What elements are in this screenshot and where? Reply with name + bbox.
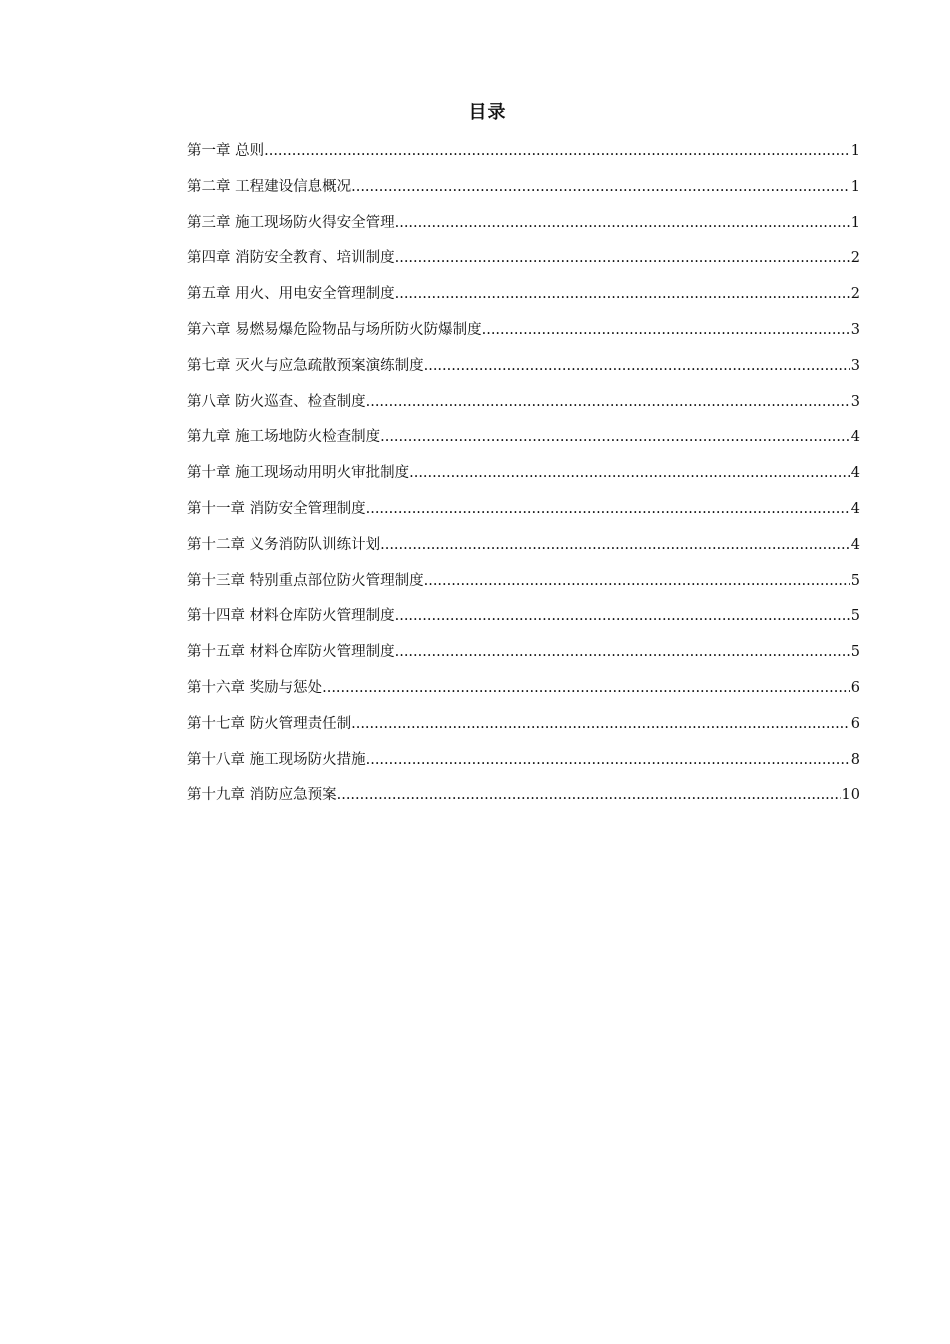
toc-entry-label: 第三章 施工现场防火得安全管理 <box>187 214 395 231</box>
toc-entry-6[interactable] <box>187 318 860 354</box>
toc-entry-label: 第十一章 消防安全管理制度 <box>187 500 366 517</box>
toc-entry-label: 第十四章 材料仓库防火管理制度 <box>187 608 395 625</box>
toc-entry-page: 3 <box>850 321 860 338</box>
toc-entry-label: 第四章 消防安全教育、培训制度 <box>187 250 395 267</box>
toc-entry-page: 3 <box>850 357 860 374</box>
toc-entry-label: 第十八章 施工现场防火措施 <box>187 751 366 768</box>
toc-entry-page: 5 <box>850 644 860 661</box>
dot-leader <box>424 354 850 378</box>
dot-leader <box>351 175 850 199</box>
toc-entry-5[interactable] <box>187 282 860 318</box>
toc-entry-label: 第九章 施工场地防火检查制度 <box>187 429 381 446</box>
toc-entry-7[interactable] <box>187 354 860 390</box>
toc-entry-label: 第十六章 奖励与惩处 <box>187 679 323 696</box>
dot-leader <box>322 676 850 700</box>
toc-entry-16[interactable] <box>187 676 860 712</box>
toc-entry-12[interactable] <box>187 533 860 569</box>
toc-entry-label: 第六章 易燃易爆危险物品与场所防火防爆制度 <box>187 321 482 338</box>
toc-entry-page: 2 <box>850 286 860 303</box>
dot-leader <box>337 783 841 807</box>
toc-entry-label: 第十三章 特别重点部位防火管理制度 <box>187 572 424 589</box>
toc-entry-4[interactable] <box>187 246 860 282</box>
toc-entry-page: 10 <box>841 787 860 804</box>
toc-entry-2[interactable] <box>187 175 860 211</box>
dot-leader <box>395 246 850 270</box>
toc-entry-17[interactable] <box>187 712 860 748</box>
toc-entry-label: 第十七章 防火管理责任制 <box>187 715 352 732</box>
dot-leader <box>366 390 850 414</box>
toc-entry-14[interactable] <box>187 604 860 640</box>
toc-entry-label: 第十二章 义务消防队训练计划 <box>187 536 381 553</box>
toc-entry-label: 第二章 工程建设信息概况 <box>187 178 352 195</box>
toc-entry-18[interactable] <box>187 748 860 784</box>
toc-entry-page: 6 <box>850 679 860 696</box>
toc-entry-page: 4 <box>850 429 860 446</box>
toc-entry-10[interactable] <box>187 461 860 497</box>
toc-entry-9[interactable] <box>187 425 860 461</box>
toc-entry-page: 5 <box>850 608 860 625</box>
dot-leader <box>380 425 850 449</box>
toc-entry-3[interactable] <box>187 211 860 247</box>
dot-leader <box>366 497 850 521</box>
dot-leader <box>409 461 850 485</box>
dot-leader <box>424 569 850 593</box>
toc-entry-19[interactable] <box>187 783 860 819</box>
toc-entry-label: 第十五章 材料仓库防火管理制度 <box>187 644 395 661</box>
toc-entry-page: 1 <box>850 214 860 231</box>
toc-entry-13[interactable] <box>187 569 860 605</box>
toc-entry-label: 第五章 用火、用电安全管理制度 <box>187 286 395 303</box>
toc-entry-page: 5 <box>850 572 860 589</box>
toc-entry-page: 1 <box>850 178 860 195</box>
toc-list <box>187 139 860 819</box>
dot-leader <box>395 640 850 664</box>
toc-entry-1[interactable] <box>187 139 860 175</box>
toc-entry-page: 4 <box>850 465 860 482</box>
toc-entry-label: 第八章 防火巡查、检查制度 <box>187 393 366 410</box>
toc-entry-label: 第一章 总则 <box>187 143 265 159</box>
toc-title: 目录 <box>468 102 507 123</box>
toc-entry-label: 第七章 灭火与应急疏散预案演练制度 <box>187 357 424 374</box>
toc-entry-page: 6 <box>850 715 860 732</box>
toc-entry-11[interactable] <box>187 497 860 533</box>
dot-leader <box>395 604 850 628</box>
dot-leader <box>366 748 850 772</box>
toc-entry-page: 1 <box>850 143 860 159</box>
toc-entry-page: 4 <box>850 500 860 517</box>
dot-leader <box>395 282 850 306</box>
toc-entry-page: 4 <box>850 536 860 553</box>
dot-leader <box>351 712 850 736</box>
toc-entry-8[interactable] <box>187 390 860 426</box>
toc-entry-label: 第十章 施工现场动用明火审批制度 <box>187 465 410 482</box>
toc-entry-page: 3 <box>850 393 860 410</box>
toc-entry-page: 8 <box>850 751 860 768</box>
dot-leader <box>380 533 850 557</box>
toc-entry-15[interactable] <box>187 640 860 676</box>
dot-leader <box>264 139 850 163</box>
dot-leader <box>395 211 850 235</box>
toc-entry-label: 第十九章 消防应急预案 <box>187 787 337 804</box>
dot-leader <box>482 318 850 342</box>
toc-entry-page: 2 <box>850 250 860 267</box>
